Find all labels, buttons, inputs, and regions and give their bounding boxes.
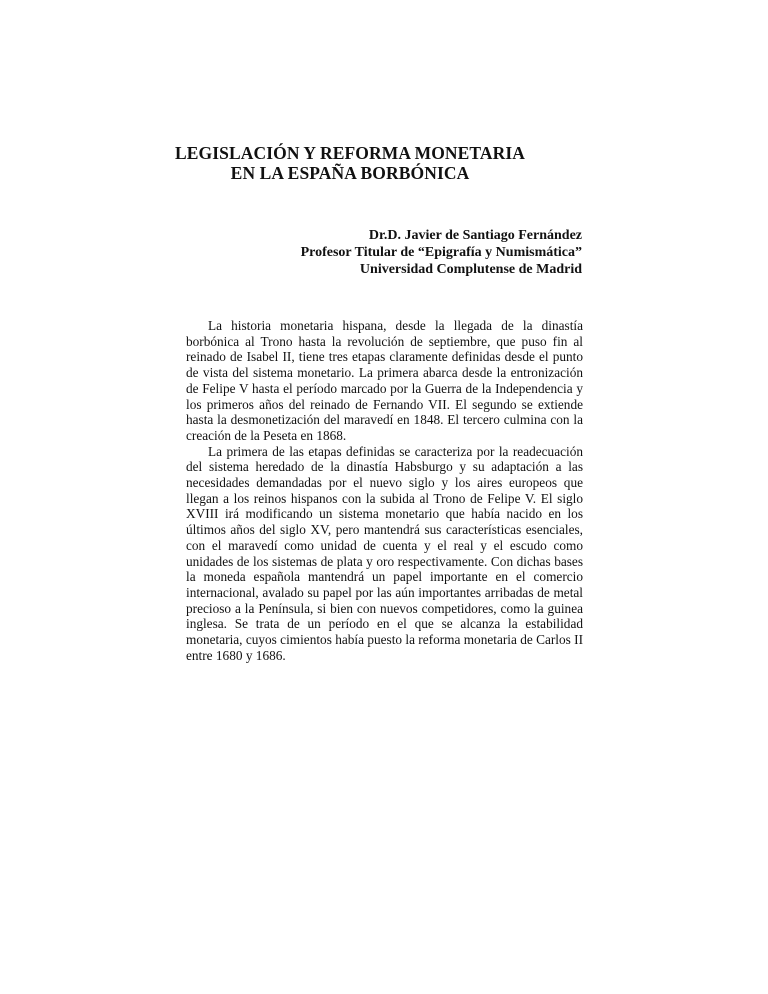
title-line-2: EN LA ESPAÑA BORBÓNICA bbox=[230, 163, 470, 183]
author-block bbox=[301, 227, 582, 278]
title-line-1: LEGISLACIÓN Y REFORMA MONETARIA bbox=[174, 143, 526, 163]
author-institution: Universidad Complutense de Madrid bbox=[359, 262, 582, 277]
body-text bbox=[186, 318, 583, 663]
paragraph: La historia monetaria hispana, desde la llegada de la dinastía borbónica al Trono hasta la revolución de septiembre, que puso fin al reinado de Isabel II, tiene tres etapas claramente definidas desde el punto de vista del sistema monetario. La primera abarca desde la entronización de Felipe V hasta el período marcado por la Guerra de la Independencia y los primeros años del reinado de Fernando VII. El segundo se extiende hasta la desmonetización del maravedí en 1848. El tercero culmina con la creación de la Peseta en 1868. bbox=[186, 318, 583, 443]
document-title bbox=[150, 143, 550, 183]
author-position: Profesor Titular de “Epigrafía y Numismática” bbox=[300, 245, 582, 260]
author-name: Dr.D. Javier de Santiago Fernández bbox=[368, 228, 582, 243]
paragraph: La primera de las etapas definidas se caracteriza por la readecuación del sistema heredado de la dinastía Habsburgo y su adaptación a las necesidades demandadas por el nuevo siglo y los aires europeos que llegan a los reinos hispanos con la subida al Trono de Felipe V. El siglo XVIII irá modificando un sistema monetario que había nacido en los últimos años del siglo XV, pero mantendrá sus características esenciales, con el maravedí como unidad de cuenta y el real y el escudo como unidades de los sistemas de plata y oro respectivamente. Con dichas bases la moneda española mantendrá un papel importante en el comercio internacional, avalado su papel por las aún importantes arribadas de metal precioso a la Península, si bien con nuevos competidores, como la guinea inglesa. Se trata de un período en el que se alcanza la estabilidad monetaria, cuyos cimientos había puesto la reforma monetaria de Carlos II entre 1680 y 1686. bbox=[186, 443, 583, 663]
